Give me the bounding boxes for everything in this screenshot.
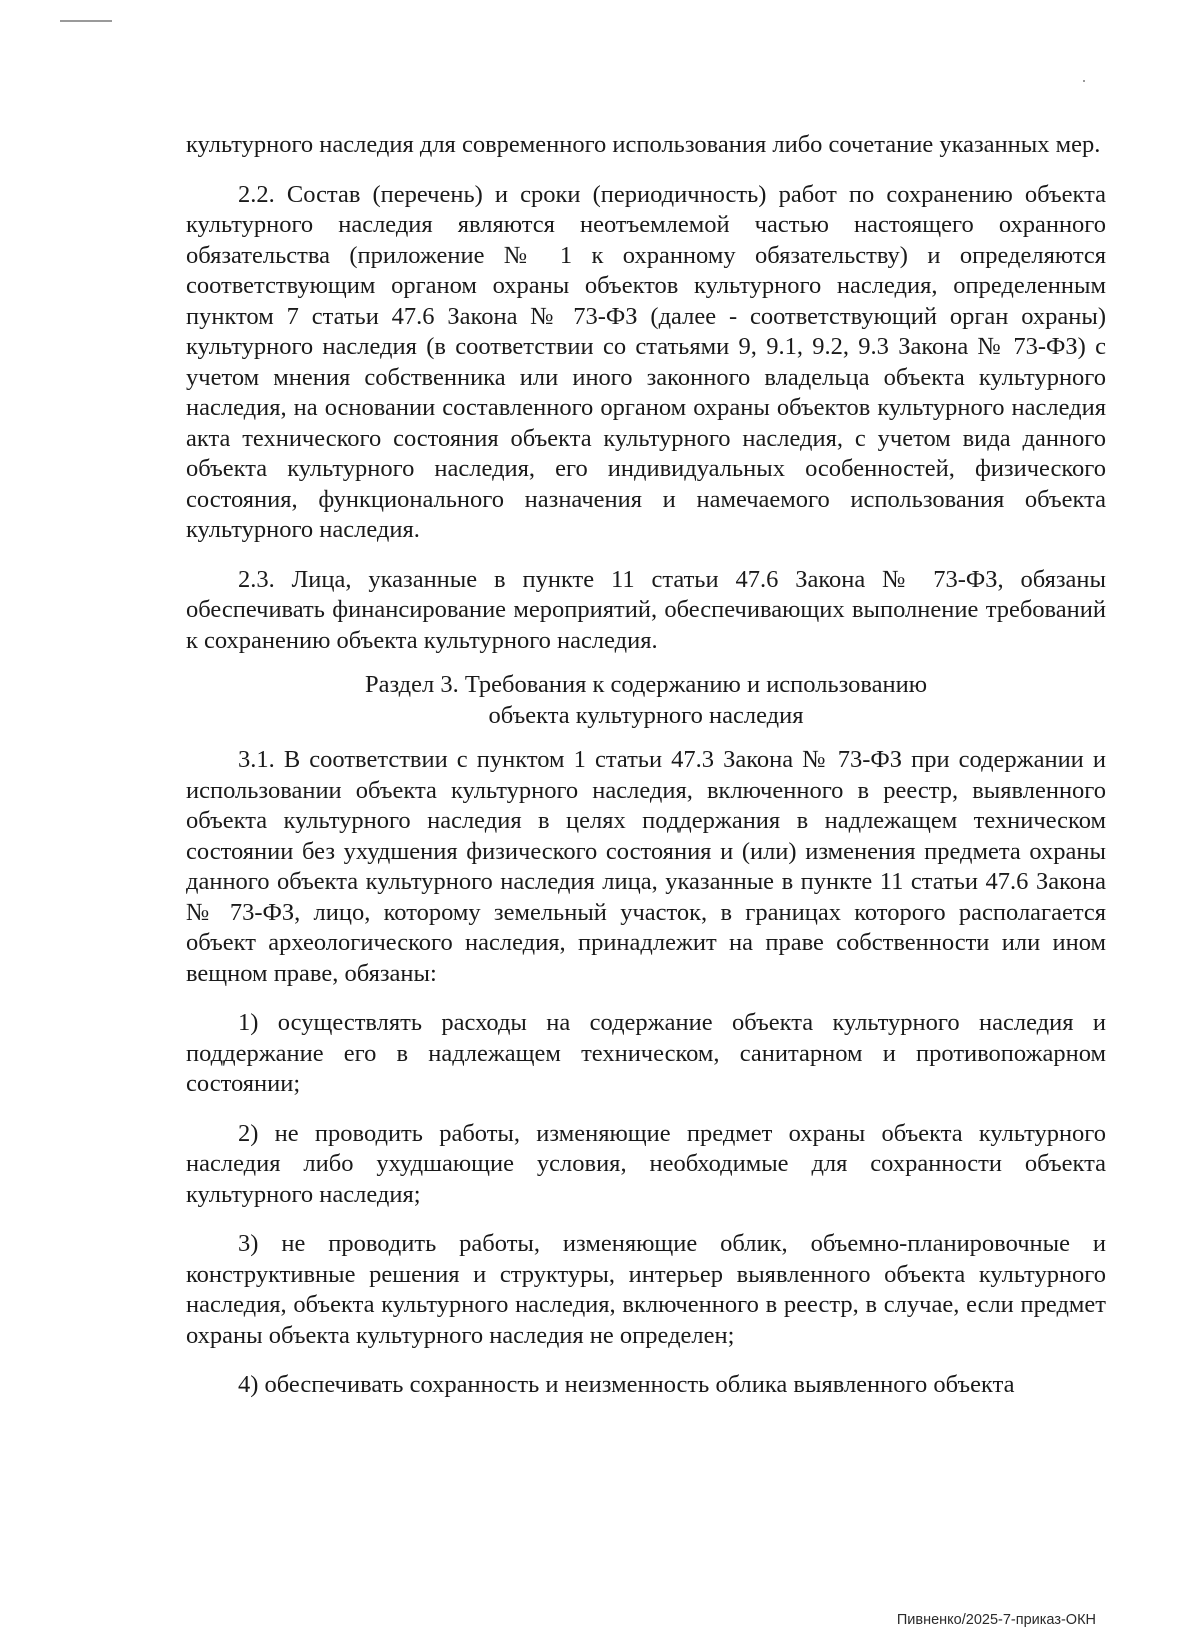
document-code-footer: Пивненко/2025-7-приказ-ОКН xyxy=(896,1612,1096,1628)
scan-artifact xyxy=(60,20,112,22)
scan-artifact-dot xyxy=(1083,80,1085,82)
paragraph-2-3: 2.3. Лица, указанные в пункте 11 статьи 47.6 Закона № 73-ФЗ, обязаны обеспечивать финансирование мероприятий, обеспечивающих выполнение требований к сохранению объекта культурного наследия. xyxy=(186,565,1106,654)
list-item-3: 3) не проводить работы, изменяющие облик, объемно-планировочные и конструктивные решения и структуры, интерьер выявленного объекта культурного наследия, объекта культурного наследия, включенного в реестр, в случае, если предмет охраны объекта культурного наследия не определен; xyxy=(186,1230,1106,1349)
paragraph-2-2: 2.2. Состав (перечень) и сроки (периодичность) работ по сохранению объекта культурного наследия являются неотъемлемой частью настоящего охранного обязательства (приложение № 1 к охранному обязательству) и определяются соответствующим органом охраны объектов культурного наследия, определенным пунктом 7 статьи 47.6 Закона № 73-ФЗ (далее - соответствующий орган охраны) культурного наследия (в соответствии со статьями 9, 9.1, 9.2, 9.3 Закона № 73-ФЗ) с учетом мнения собственника или иного законного владельца объекта культурного наследия, на основании составленного органом охраны объектов культурного наследия акта технического состояния объекта культурного наследия, с учетом вида данного объекта культурного наследия, его индивидуальных особенностей, физического состояния, функционального назначения и намечаемого использования объекта культурного наследия. xyxy=(186,180,1106,543)
section-heading-line-2: объекта культурного наследия xyxy=(488,701,804,729)
list-item-1: 1) осуществлять расходы на содержание объекта культурного наследия и поддержание его в надлежащем техническом, санитарном и противопожарном состоянии; xyxy=(186,1009,1106,1097)
paragraph-continuation: культурного наследия для современного использования либо сочетание указанных мер. xyxy=(186,131,1101,158)
section-heading xyxy=(186,670,1106,731)
paragraph-3-1: 3.1. В соответствии с пунктом 1 статьи 47.3 Закона № 73-ФЗ при содержании и использовании объекта культурного наследия, включенного в реестр, выявленного объекта культурного наследия в целях поддержания в надлежащем техническом состоянии без ухудшения физического состояния и (или) изменения предмета охраны данного объекта культурного наследия лица, указанные в пункте 11 статьи 47.6 Закона № 73-ФЗ, лицо, которому земельный участок, в границах которого располагается объект археологического наследия, принадлежит на праве собственности или ином вещном праве, обязаны: xyxy=(186,746,1106,987)
list-item-2: 2) не проводить работы, изменяющие предмет охраны объекта культурного наследия либо ухудшающие условия, необходимые для сохранности объекта культурного наследия; xyxy=(186,1119,1106,1208)
list-item-4: 4) обеспечивать сохранность и неизменность облика выявленного объекта xyxy=(238,1371,1015,1398)
section-heading-line-1: Раздел 3. Требования к содержанию и использованию xyxy=(364,671,928,698)
document-body xyxy=(186,130,1106,1401)
